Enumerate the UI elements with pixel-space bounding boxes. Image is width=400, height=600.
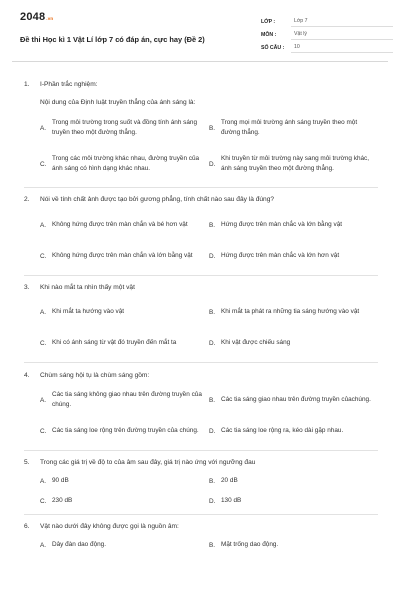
option-c[interactable]: [40, 147, 209, 181]
question-number: 1.: [24, 81, 30, 88]
option-a[interactable]: [40, 299, 209, 325]
exam-meta: [261, 15, 393, 54]
option-letter: A.: [40, 124, 47, 132]
question-heading: [24, 522, 378, 531]
option-letter: D.: [209, 427, 216, 435]
option-text: Các tia sáng loe rộng ra, kéo dài gặp nhau.: [221, 427, 344, 434]
option-b[interactable]: [209, 474, 378, 488]
option-a[interactable]: [40, 474, 209, 488]
option-d[interactable]: [209, 330, 378, 356]
option-b[interactable]: [209, 299, 378, 325]
option-grid: [24, 474, 378, 508]
option-b[interactable]: [209, 114, 378, 142]
option-d[interactable]: [209, 418, 378, 444]
option-b[interactable]: [209, 212, 378, 238]
question-number: 3.: [24, 284, 30, 291]
option-letter: A.: [40, 477, 47, 485]
question-list: [12, 62, 388, 552]
meta-row-class: [261, 15, 393, 28]
option-letter: C.: [40, 252, 47, 260]
option-a[interactable]: [40, 387, 209, 413]
question-number: 2.: [24, 196, 30, 203]
option-text: Hứng được trên màn chắc và lớn bằng vật: [221, 221, 343, 228]
option-text: Mặt trống dao động.: [221, 541, 279, 548]
question-text: Trong các giá trị về độ to của âm sau đây, giá trị nào ứng với ngưỡng đau: [40, 459, 256, 466]
option-letter: C.: [40, 339, 47, 347]
question-number: 4.: [24, 372, 30, 379]
option-letter: D.: [209, 252, 216, 260]
option-grid: [24, 538, 378, 552]
option-letter: B.: [209, 124, 216, 132]
question-text: I-Phần trắc nghiệm:: [40, 81, 98, 88]
option-c[interactable]: [40, 418, 209, 444]
option-text: 20 dB: [221, 477, 238, 484]
question-1: [24, 62, 378, 188]
option-letter: C.: [40, 160, 47, 168]
option-text: 230 dB: [52, 497, 73, 504]
option-text: Khi có ánh sáng từ vật đó truyền đến mắt ta: [52, 339, 177, 346]
option-text: Các tia sáng không giao nhau trên đường truyền của chúng.: [52, 391, 202, 408]
option-grid: [24, 299, 378, 356]
option-text: Hứng được trên màn chắc và lớn hơn vật: [221, 252, 340, 259]
meta-row-count: [261, 41, 393, 54]
question-heading: [24, 80, 378, 89]
option-a[interactable]: [40, 114, 209, 142]
option-d[interactable]: [209, 243, 378, 269]
question-text: Khi nào mắt ta nhìn thấy một vật: [40, 284, 135, 291]
option-letter: A.: [40, 541, 47, 549]
option-text: Trong mọi môi trường ánh sáng truyền theo một đường thẳng.: [221, 119, 358, 136]
option-text: Khi truyền từ môi trường này sang môi trường khác, ánh sáng truyền theo một đường thẳng.: [221, 155, 370, 172]
option-letter: B.: [209, 477, 216, 485]
option-grid: [24, 212, 378, 269]
meta-value: Vật lý: [291, 30, 393, 40]
question-heading: [24, 458, 378, 467]
option-letter: D.: [209, 339, 216, 347]
question-5: [24, 451, 378, 515]
option-letter: B.: [209, 541, 216, 549]
option-letter: A.: [40, 308, 47, 316]
option-d[interactable]: [209, 494, 378, 508]
option-c[interactable]: [40, 330, 209, 356]
question-number: 5.: [24, 459, 30, 466]
site-logo[interactable]: [20, 11, 53, 23]
option-text: Trong môi trường trong suốt và đồng tính ánh sáng truyền theo một đường thẳng.: [52, 119, 198, 136]
option-text: Không hứng được trên màn chắn và bé hơn vật: [52, 221, 188, 228]
option-b[interactable]: [209, 538, 378, 552]
option-a[interactable]: [40, 212, 209, 238]
option-text: Dây đàn dao động.: [52, 541, 107, 548]
question-6: [24, 515, 378, 552]
option-text: Các tia sáng loe rộng trên đường truyền của chúng.: [52, 427, 199, 434]
question-heading: [24, 371, 378, 380]
option-letter: D.: [209, 160, 216, 168]
question-heading: [24, 195, 378, 204]
question-text: Vật nào dưới đây không được gọi là nguồn âm:: [40, 523, 179, 530]
option-letter: C.: [40, 497, 47, 505]
question-2: [24, 188, 378, 276]
logo-main: 2048: [20, 11, 46, 23]
option-text: Không hứng được trên màn chắn và lớn bằng vật: [52, 252, 193, 259]
question-number: 6.: [24, 523, 30, 530]
option-d[interactable]: [209, 147, 378, 181]
exam-header: [12, 0, 388, 62]
question-text: Chùm sáng hội tụ là chùm sáng gồm:: [40, 372, 150, 379]
option-letter: A.: [40, 396, 47, 404]
option-text: Khi vật được chiếu sáng: [221, 339, 291, 346]
option-c[interactable]: [40, 243, 209, 269]
logo-sub: .vn: [46, 16, 54, 21]
question-text: Nói về tính chất ảnh được tạo bởi gương phẳng, tính chất nào sau đây là đúng?: [40, 196, 275, 203]
meta-key: SỐ CÂU :: [261, 44, 285, 51]
option-a[interactable]: [40, 538, 209, 552]
option-text: Trong các môi trường khác nhau, đường truyền của ánh sáng có hình dạng khác nhau.: [52, 155, 200, 172]
option-letter: C.: [40, 427, 47, 435]
option-letter: B.: [209, 221, 216, 229]
option-letter: A.: [40, 221, 47, 229]
option-letter: B.: [209, 308, 216, 316]
question-subtext: Nội dung của Định luật truyền thẳng của ánh sáng là:: [40, 99, 196, 106]
option-text: 90 dB: [52, 477, 69, 484]
option-letter: D.: [209, 497, 216, 505]
option-b[interactable]: [209, 387, 378, 413]
exam-title: Đề thi Học kì 1 Vật Lí lớp 7 có đáp án, cực hay (Đề 2): [20, 35, 205, 44]
option-c[interactable]: [40, 494, 209, 508]
question-3: [24, 276, 378, 363]
meta-value: Lớp 7: [291, 17, 393, 27]
option-text: Khi mắt ta hướng vào vật: [52, 308, 125, 315]
option-grid: [24, 387, 378, 444]
meta-value: 10: [291, 43, 393, 53]
option-text: Khi mắt ta phát ra những tia sáng hướng vào vật: [221, 308, 360, 315]
question-4: [24, 363, 378, 451]
option-text: Các tia sáng giao nhau trên đường truyền củachúng.: [221, 396, 371, 403]
meta-key: MÔN :: [261, 31, 277, 38]
option-text: 130 dB: [221, 497, 242, 504]
option-letter: B.: [209, 396, 216, 404]
option-grid: [24, 114, 378, 181]
meta-key: LỚP :: [261, 18, 276, 25]
meta-row-subject: [261, 28, 393, 41]
question-heading: [24, 283, 378, 292]
